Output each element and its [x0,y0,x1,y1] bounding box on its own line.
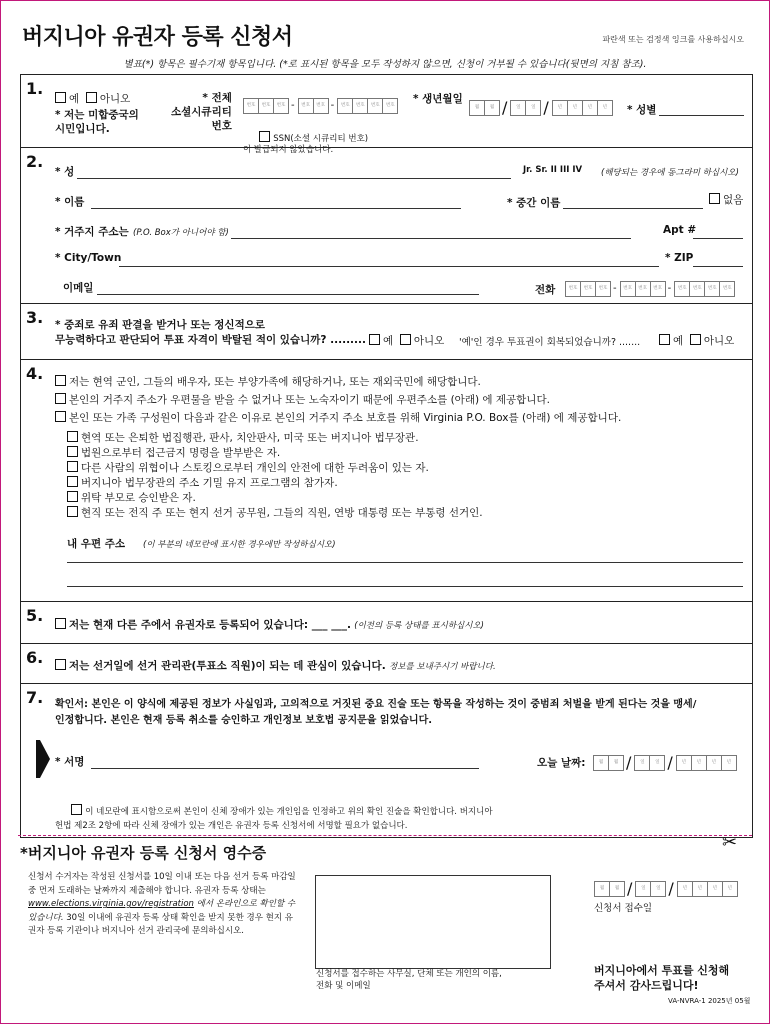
registration-link[interactable]: www.elections.virginia.gov/registration [28,899,194,909]
digit-cell: 월 [609,881,625,897]
protect-reason-checkbox[interactable] [67,461,78,472]
signature-field[interactable] [91,768,479,769]
digit-cell: 월 [594,881,610,897]
digit-cell: 월 [484,100,500,116]
digit-cell: 번호 [580,281,596,297]
digit-cell: 번호 [704,281,720,297]
election-officer-checkbox[interactable] [55,659,66,670]
digit-cell: 번호 [620,281,636,297]
address-field[interactable] [231,238,631,239]
signature-label: * 서명 [55,756,85,768]
zip-label: * ZIP [665,252,694,264]
protect-reason-label: 현직 또는 전직 주 또는 현지 선거 공무원, 그들의 직원, 연방 대통령 또는 부통령 선거인. [81,507,483,519]
phone-label: 전화 [535,284,556,296]
felony-question: * 중죄로 유죄 판결을 받거나 또는 정신적으로 무능력하다고 판단되어 투표 자격이 박탈된 적이 있습니까? ......... [55,319,367,346]
section-number: 6. [26,648,44,667]
digit-cell: 년 [676,755,692,771]
protect-reason-label: 현역 또는 은퇴한 법집행관, 판사, 치안판사, 미국 또는 버지니아 법무장관. [81,432,419,444]
digit-cell: 일 [525,100,541,116]
digit-cell: 번호 [674,281,690,297]
apt-label: Apt # [663,224,697,236]
digit-cell: 월 [593,755,609,771]
suffix-options[interactable]: Jr. Sr. II III IV [523,165,583,175]
digit-cell: 년 [677,881,693,897]
other-state-note: (이전의 등록 상태를 표시하십시오) [354,621,484,631]
digit-cell: 번호 [595,281,611,297]
digit-cell: 일 [650,881,666,897]
digit-cell: 번호 [313,98,329,114]
digit-cell: 년 [692,881,708,897]
felony-yes-label: 예 [383,335,394,347]
digit-cell: 년 [722,881,738,897]
citizen-yes-label: 예 [69,93,80,105]
section-number: 7. [26,688,44,707]
section-6 [21,643,752,684]
receiver-info-box[interactable] [315,875,551,969]
digit-cell: 년 [552,100,568,116]
protected-address-label: 본인 또는 가족 구성원이 다음과 같은 이유로 본인의 거주지 주소 보호를 위해 Virginia P.O. Box를 (아래) 에 제공합니다. [69,412,622,424]
citizen-no-checkbox[interactable] [86,92,97,103]
protect-reason-label: 다른 사람의 위협이나 스토킹으로부터 개인의 안전에 대한 두려움이 있는 자. [81,462,429,474]
digit-cell: 번호 [273,98,289,114]
today-label: 오늘 날짜: [537,757,586,769]
disability-checkbox[interactable] [71,804,82,815]
digit-cell: 년 [597,100,613,116]
first-name-label: * 이름 [55,196,85,208]
application-form [20,74,753,838]
protect-reason-checkbox[interactable] [67,476,78,487]
digit-cell: 번호 [258,98,274,114]
felony-no-checkbox[interactable] [400,334,411,345]
digit-cell: 번호 [367,98,383,114]
digit-cell: 번호 [719,281,735,297]
ink-note: 파란색 또는 검정색 잉크를 사용하십시오 [602,35,744,44]
digit-cell: 일 [635,881,651,897]
today-date-field[interactable]: 월 월 / 일 일 / 년 년 년 년 [593,752,736,772]
digit-cell: 월 [608,755,624,771]
section-number: 2. [26,152,44,171]
protect-reason-label: 위탁 부모로 승인받은 자. [81,492,196,504]
citizen-yes-checkbox[interactable] [55,92,66,103]
digit-cell: 번호 [650,281,666,297]
suffix-note: (해당되는 경우에 동그라미 하십시오) [601,168,739,178]
other-state-label: 저는 현재 다른 주에서 유권자로 등록되어 있습니다: ___ ___. [69,619,351,631]
mailing-address-field-line2[interactable] [67,586,743,587]
mailing-address-field-line1[interactable] [67,562,743,563]
section-5 [21,601,752,644]
section-1 [21,75,752,155]
gender-label: * 성별 [627,104,657,116]
section-number: 3. [26,308,44,327]
dob-field[interactable]: 월 월 / 일 일 / 년 년 년 년 [469,97,612,117]
required-note: 별표(*) 항목은 필수기재 항목입니다. (*로 표시된 항목을 모두 작성하지 않으면, 신청이 거부될 수 있습니다(뒷면의 지침 참조). [123,59,647,70]
protected-address-checkbox[interactable] [55,411,66,422]
email-field[interactable] [97,294,479,295]
receipt-instructions: 신청서 수거자는 작성된 신청서를 10일 이내 또는 다음 선거 등록 마감일 중 먼저 도래하는 날짜까지 제출해야 합니다. 유권자 등록 상태는 www.elections.virginia.gov/registration 에서 온라인으로 확인할 수 있습니다. 30일 이내에 유권자 등록 상태 확인을 받지 못한 경우 현지 유권자 등록 기관이나 버지니아 선거 관리국에 문의하십시오. [28,872,296,936]
thank-you-message: 버지니아에서 투표를 신청해 주셔서 감사드립니다! [594,964,730,992]
digit-cell: 번호 [337,98,353,114]
no-ssn-checkbox[interactable] [259,131,270,142]
section-2 [21,147,752,304]
mailing-address-label: 내 우편 주소 [67,538,126,550]
digit-cell: 년 [582,100,598,116]
election-officer-label: 저는 선거일에 선거 관리관(투표소 직원)이 되는 데 관심이 있습니다. [69,660,386,672]
affirmation: 확인서: 본인은 이 양식에 제공된 정보가 사실임과, 고의적으로 거짓된 중요 진술 또는 항목을 작성하는 것이 중범죄 처벌을 받게 된다는 것을 맹세/ 인정합니다. 본인은 현재 등록 취소를 승인하고 개인정보 보호법 공지문을 읽었습니다. [55,699,697,726]
mailing-address-note: (이 부분의 네모란에 표시한 경우에만 작성하십시오) [143,540,336,550]
digit-cell: 일 [634,755,650,771]
page-title: 버지니아 유권자 등록 신청서 [22,25,293,50]
military-label: 저는 현역 군인, 그들의 배우자, 또는 부양가족에 해당하거나, 또는 재외국민에 해당합니다. [69,376,481,388]
middle-name-label: * 중간 이름 [507,197,561,209]
digit-cell: 년 [706,755,722,771]
section-4 [21,359,752,602]
apt-field[interactable] [693,238,743,239]
section-3 [21,303,752,360]
last-name-label: * 성 [55,166,75,178]
section-number: 5. [26,606,44,625]
protect-reason-checkbox[interactable] [67,506,78,517]
other-state-checkbox[interactable] [55,618,66,629]
citizen-no-label: 아니오 [99,93,131,105]
receipt-title: *버지니아 유권자 등록 신청서 영수증 [20,844,267,862]
digit-cell: 번호 [243,98,259,114]
middle-name-field[interactable] [563,208,703,209]
citizen-label: * 저는 미합중국의 시민입니다. [55,109,139,135]
cut-line [18,835,752,836]
restored-yes-label: 예 [673,335,684,347]
form-id: VA-NVRA-1 2025년 05월 [668,997,751,1005]
ssn-label: * 전체 소셜시큐리티 번호 [171,92,232,132]
disability-label: 이 네모란에 표시함으로써 본인이 신체 장애가 있는 개인임을 인정하고 위의 확인 진술을 확인합니다. 버지니아 헌법 제2조 2항에 따라 신체 장애가 있는 개인은 유권자 등록 신청서에 서명할 필요가 없습니다. [55,807,493,831]
first-name-field[interactable] [91,208,461,209]
no-mail-label: 본인의 거주지 주소가 우편물을 받을 수 없거나 또는 노숙자이기 때문에 우편주소를 (아래) 에 제공합니다. [69,394,550,406]
protect-reason-label: 법원으로부터 접근금지 명령을 발부받은 자. [81,447,281,459]
digit-cell: 년 [567,100,583,116]
digit-cell: 번호 [352,98,368,114]
digit-cell: 번호 [382,98,398,114]
dob-label: * 생년월일 [413,93,463,105]
digit-cell: 년 [691,755,707,771]
military-checkbox[interactable] [55,375,66,386]
protect-reason-checkbox[interactable] [67,446,78,457]
digit-cell: 일 [510,100,526,116]
received-date-field[interactable]: 월 월 / 일 일 / 년 년 년 년 [594,878,737,898]
city-label: * City/Town [55,252,122,264]
restored-question: '예'인 경우 투표권이 회복되었습니까? ....... [459,337,641,348]
ssn-field[interactable]: 번호 번호 번호 - 번호 번호 - 번호 번호 번호 번호 [243,95,397,114]
last-name-field[interactable] [77,178,511,179]
digit-cell: 년 [721,755,737,771]
no-mail-checkbox[interactable] [55,393,66,404]
zip-field[interactable] [693,266,743,267]
section-number: 1. [26,79,44,98]
digit-cell: 번호 [635,281,651,297]
election-officer-note: 정보를 보내주시기 바랍니다. [389,662,496,672]
restored-yes-checkbox[interactable] [659,334,670,345]
protect-reason-checkbox[interactable] [67,491,78,502]
digit-cell: 번호 [565,281,581,297]
address-note: (P.O. Box가 아니어야 함) [133,228,229,238]
section-number: 4. [26,364,44,383]
address-label: * 거주지 주소는 [55,226,129,238]
no-middle-name-label: 없음 [723,194,744,206]
signature-arrow-icon [40,740,50,778]
digit-cell: 일 [649,755,665,771]
digit-cell: 번호 [689,281,705,297]
digit-cell: 월 [469,100,485,116]
protect-reason-label: 버지니아 법무장관의 주소 기밀 유지 프로그램의 참가자. [81,477,338,489]
restored-no-label: 아니오 [703,335,735,347]
phone-field[interactable]: 번호 번호 번호 - 번호 번호 번호 - 번호 번호 번호 번호 [565,278,734,297]
gender-field[interactable] [659,115,744,116]
received-date-label: 신청서 접수일 [594,903,653,914]
receiver-box-caption: 신청서를 접수하는 사무실, 단체 또는 개인의 이름, 전화 및 이메일 [316,969,502,991]
scissors-icon: ✂ [722,832,738,853]
restored-no-checkbox[interactable] [690,334,701,345]
no-ssn-label: SSN(소셜 시큐리티 번호) 이 발급되지 않았습니다. [243,134,369,155]
section-7 [21,683,752,838]
digit-cell: 년 [707,881,723,897]
email-label: 이메일 [63,282,94,294]
felony-no-label: 아니오 [413,335,445,347]
felony-yes-checkbox[interactable] [369,334,380,345]
digit-cell: 번호 [298,98,314,114]
city-field[interactable] [119,266,659,267]
no-middle-name-checkbox[interactable] [709,193,720,204]
protect-reason-checkbox[interactable] [67,431,78,442]
